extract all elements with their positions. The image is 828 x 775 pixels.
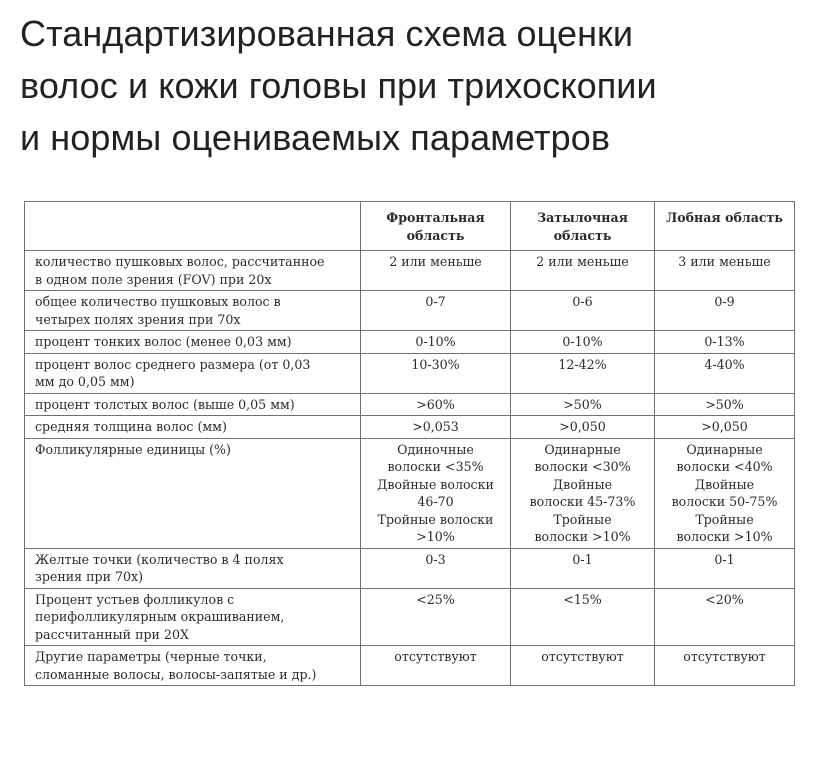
value-text: >0,050 — [559, 419, 606, 434]
parameter-text: общее количество пушковых волос в — [35, 294, 281, 309]
value-text: 2 или меньше — [389, 254, 482, 269]
value-text: волоски >10% — [534, 529, 631, 544]
value-cell — [511, 438, 655, 548]
table-row — [25, 353, 795, 393]
table-row — [25, 331, 795, 354]
header-text: область — [553, 227, 612, 243]
value-cell — [511, 416, 655, 439]
table-row — [25, 646, 795, 686]
parameter-text: Желтые точки (количество в 4 полях — [35, 551, 284, 567]
value-text: 4-40% — [704, 356, 745, 372]
value-text: >60% — [416, 396, 455, 412]
value-text: волоски >10% — [676, 529, 773, 544]
value-cell — [511, 588, 655, 646]
title-line: Стандартизированная схема оценки — [20, 13, 634, 54]
value-text: 0-13% — [704, 334, 745, 349]
value-cell — [511, 646, 655, 686]
parameter-cell — [25, 438, 361, 548]
value-text: отсутствуют — [394, 649, 477, 664]
value-cell — [511, 331, 655, 354]
value-text: 0-10% — [415, 334, 456, 349]
value-text: Двойные — [694, 476, 755, 492]
value-text: Одинарные — [544, 441, 621, 457]
value-text: <20% — [705, 591, 744, 607]
value-text: отсутствуют — [683, 649, 766, 664]
value-cell — [511, 393, 655, 416]
value-text: Тройные волоски — [377, 511, 494, 527]
parameter-text: в одном поле зрения (FOV) при 20x — [35, 271, 272, 287]
value-cell — [655, 438, 795, 548]
title-line: и нормы оцениваемых параметров — [20, 117, 611, 158]
value-text: >10% — [416, 529, 455, 544]
parameter-cell — [25, 588, 361, 646]
parameter-text: сломанные волосы, волосы-запятые и др.) — [35, 666, 317, 682]
value-cell — [511, 548, 655, 588]
parameter-cell — [25, 548, 361, 588]
value-text: 0-7 — [425, 294, 446, 309]
table-row — [25, 548, 795, 588]
parameter-cell — [25, 393, 361, 416]
table-row — [25, 291, 795, 331]
parameter-cell — [25, 291, 361, 331]
value-text: 10-30% — [411, 356, 460, 372]
value-text: 12-42% — [558, 356, 607, 372]
value-text: Тройные — [553, 511, 612, 527]
value-text: волоски <40% — [676, 459, 773, 474]
value-cell — [361, 416, 511, 439]
value-text: 46-70 — [417, 494, 454, 509]
table-body — [25, 251, 795, 686]
value-cell — [511, 353, 655, 393]
parameter-text: четырех полях зрения при 70x — [35, 311, 241, 327]
value-text: <15% — [563, 591, 602, 607]
value-text: волоски 50-75% — [671, 494, 778, 509]
value-cell — [511, 251, 655, 291]
table-head — [25, 202, 795, 251]
value-cell — [361, 588, 511, 646]
value-text: Тройные — [695, 511, 754, 527]
value-cell — [655, 416, 795, 439]
value-text: 0-1 — [714, 551, 735, 567]
parameter-text: процент тонких волос (менее 0,03 мм) — [35, 334, 292, 349]
parameter-text: процент толстых волос (выше 0,05 мм) — [35, 396, 295, 412]
value-cell — [655, 588, 795, 646]
title-line: волос и кожи головы при трихоскопии — [20, 65, 657, 106]
header-text: Фронтальная — [386, 210, 485, 225]
parameter-cell — [25, 646, 361, 686]
value-text: Двойные волоски — [377, 476, 494, 492]
parameter-text: Процент устьев фолликулов с — [35, 591, 235, 607]
header-text: Затылочная — [537, 210, 628, 225]
header-text: Лобная область — [666, 210, 783, 225]
value-cell — [655, 548, 795, 588]
parameter-text: перифолликулярным окрашиванием, — [35, 609, 285, 624]
value-cell — [655, 291, 795, 331]
value-text: 0-10% — [562, 334, 603, 349]
parameter-cell — [25, 251, 361, 291]
header-frontal-cell — [361, 202, 511, 251]
table-header-row — [25, 202, 795, 251]
value-cell — [361, 291, 511, 331]
parameter-text: мм до 0,05 мм) — [35, 374, 135, 389]
header-forehead-cell — [655, 202, 795, 251]
table-row — [25, 393, 795, 416]
value-text: Одиночные — [397, 441, 474, 457]
table-row — [25, 416, 795, 439]
value-text: Одинарные — [686, 441, 763, 457]
parameter-cell — [25, 353, 361, 393]
parameter-text: процент волос среднего размера (от 0,03 — [35, 356, 311, 372]
value-cell — [511, 291, 655, 331]
value-cell — [361, 548, 511, 588]
header-corner-cell — [25, 202, 361, 251]
parameter-text: Другие параметры (черные точки, — [35, 649, 267, 664]
value-text: отсутствуют — [541, 649, 624, 664]
value-cell — [361, 353, 511, 393]
value-cell — [361, 438, 511, 548]
value-text: 2 или меньше — [536, 254, 629, 269]
value-text: волоски 45-73% — [529, 494, 636, 509]
value-cell — [361, 331, 511, 354]
table-row — [25, 438, 795, 548]
header-occipital-cell — [511, 202, 655, 251]
value-text: 3 или меньше — [678, 254, 771, 269]
value-text: 0-9 — [714, 294, 735, 309]
value-cell — [655, 646, 795, 686]
parameter-text: Фолликулярные единицы (%) — [35, 441, 231, 457]
parameter-cell — [25, 416, 361, 439]
value-text: Двойные — [552, 476, 613, 492]
parameter-text: рассчитанный при 20X — [35, 626, 189, 642]
value-text: >50% — [563, 396, 602, 412]
value-text: 0-3 — [425, 551, 446, 567]
value-text: волоски <35% — [387, 459, 484, 474]
table-row — [25, 588, 795, 646]
value-cell — [655, 393, 795, 416]
norms-table — [24, 201, 795, 686]
page-title — [20, 8, 820, 164]
value-text: <25% — [416, 591, 455, 607]
parameter-text: средняя толщина волос (мм) — [35, 419, 227, 434]
value-text: 0-1 — [572, 551, 593, 567]
value-text: волоски <30% — [534, 459, 631, 474]
value-text: >0,053 — [412, 419, 459, 434]
value-cell — [655, 353, 795, 393]
parameter-text: количество пушковых волос, рассчитанное — [35, 254, 325, 269]
value-cell — [361, 251, 511, 291]
value-cell — [361, 393, 511, 416]
value-text: >0,050 — [701, 419, 748, 434]
header-text: область — [406, 227, 465, 243]
table-row — [25, 251, 795, 291]
value-cell — [655, 251, 795, 291]
parameter-cell — [25, 331, 361, 354]
value-cell — [655, 331, 795, 354]
value-text: >50% — [705, 396, 744, 412]
parameter-text: зрения при 70x) — [35, 569, 144, 584]
value-cell — [361, 646, 511, 686]
value-text: 0-6 — [572, 294, 593, 309]
